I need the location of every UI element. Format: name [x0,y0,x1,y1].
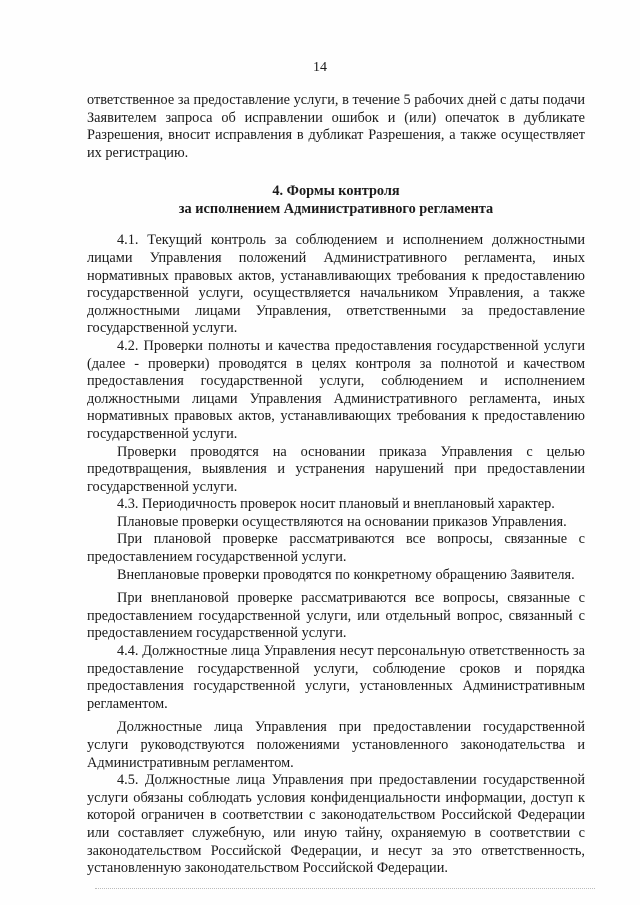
page-content [87,92,585,878]
paragraph-planned-scope: При плановой проверке рассматриваются все вопросы, связанные с предоставлением государственной услуги. [87,531,585,566]
paragraph-planned-inspections: Плановые проверки осуществляются на основании приказов Управления. [117,513,567,530]
section-heading [87,182,585,218]
intro-paragraph: ответственное за предоставление услуги, в течение 5 рабочих дней с даты подачи Заявителем запроса об исправлении ошибок и (или) опечаток в дубликате Разрешения, вносит исправления в дубликат Разрешения, а также осуществляет их регистрацию. [87,92,585,161]
paragraph-unplanned-inspections: Внеплановые проверки проводятся по конкретному обращению Заявителя. [117,566,575,583]
paragraph-4-5: 4.5. Должностные лица Управления при предоставлении государственной услуги обязаны соблюдать условия конфиденциальности информации, доступ к которой ограничен в соответствии с законодательством Российской Федерации или составляет служебную, или иную тайну, охраняемую в соответствии с законодательством Российской Федерации, и несут за это ответственность, установленную законодательством Российской Федерации. [87,772,585,877]
section-title-line-2: за исполнением Административного регламента [178,201,494,218]
paragraph-4-4: 4.4. Должностные лица Управления несут персональную ответственность за предоставление государственной услуги, соблюдение сроков и порядка предоставления государственной услуги, установленных Административным регламентом. [87,643,585,712]
paragraph-4-2: 4.2. Проверки полноты и качества предоставления государственной услуги (далее - проверки) проводятся в целях контроля за полнотой и качеством предоставления государственной услуги, соблюдением и исполнением должностными лицами Управления Административного регламента, иных нормативных правовых актов, устанавливающих требования к предоставлению государственной услуги. [87,337,585,442]
section-title-line-1: 4. Формы контроля [272,183,400,200]
paragraph-officials-guidance: Должностные лица Управления при предоставлении государственной услуги руководствуются положениями установленного законодательства и Административным регламентом. [87,719,585,771]
scan-edge-line [95,888,595,889]
paragraph-4-1: 4.1. Текущий контроль за соблюдением и исполнением должностными лицами Управления положений Административного регламента, иных нормативных правовых актов, устанавливающих требования к предоставлению государственной услуги, осуществляется начальником Управления, а также должностными лицами Управления, ответственными за предоставление государственной услуги. [87,232,585,337]
page-number: 14 [313,60,327,75]
paragraph-4-3: 4.3. Периодичность проверок носит плановый и внеплановый характер. [117,496,555,513]
paragraph-inspections-basis: Проверки проводятся на основании приказа Управления с целью предотвращения, выявления и устранения нарушений при предоставлении государственной услуги. [87,443,585,495]
paragraph-unplanned-scope: При внеплановой проверке рассматриваются все вопросы, связанные с предоставлением государственной услуги, или отдельный вопрос, связанный с предоставлением государственной услуги. [87,590,585,642]
